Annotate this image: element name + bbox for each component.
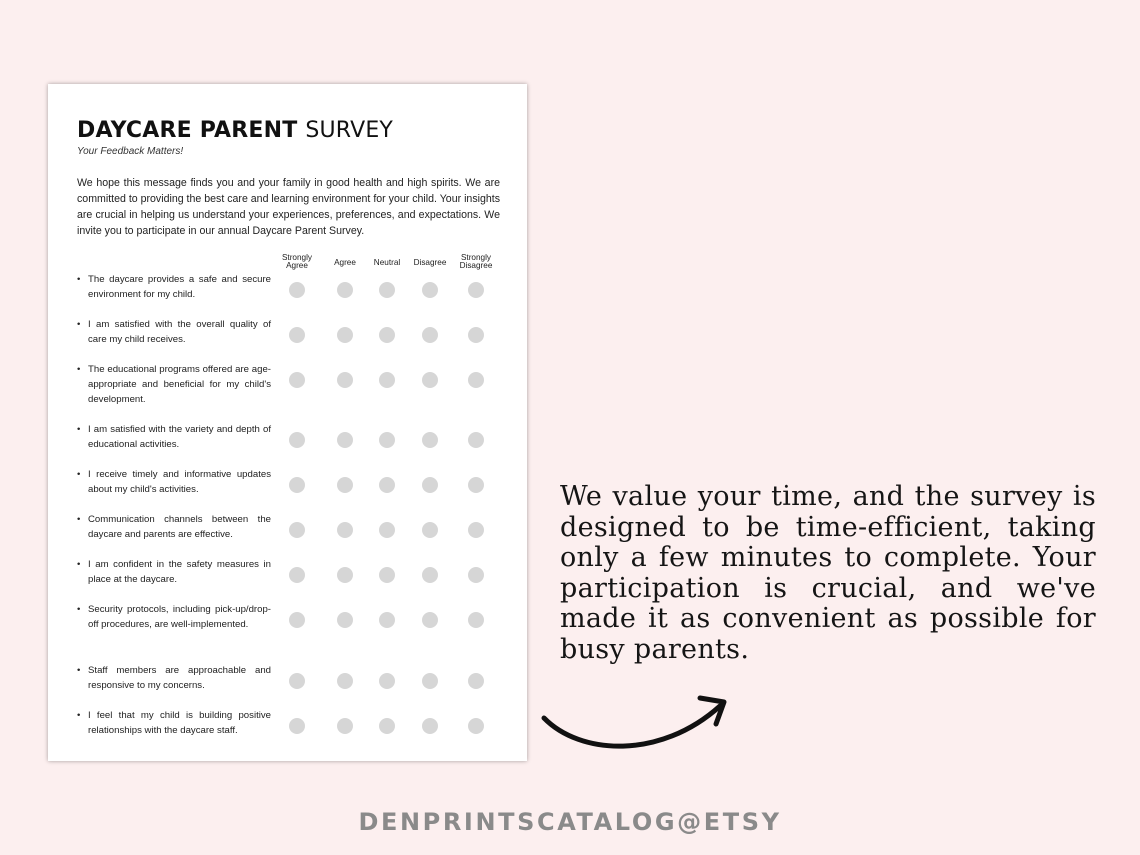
radio-option[interactable] (289, 673, 305, 689)
radio-option[interactable] (289, 522, 305, 538)
survey-sheet (48, 84, 527, 761)
question-item (77, 362, 271, 407)
radio-option[interactable] (289, 718, 305, 734)
question-text: Communication channels between the daycare and parents are effective. (88, 514, 271, 540)
question-text: I am satisfied with the variety and depth of educational activities. (88, 424, 271, 450)
radio-option[interactable] (422, 282, 438, 298)
question-item (77, 602, 271, 632)
question-text: I receive timely and informative updates about my child's activities. (88, 469, 271, 495)
radio-option[interactable] (337, 612, 353, 628)
column-header-line: Agree (286, 261, 308, 270)
column-header-line: Agree (334, 258, 356, 267)
curved-arrow-icon (540, 690, 740, 760)
column-header-strongly-disagree (446, 254, 506, 270)
radio-option[interactable] (422, 432, 438, 448)
question-item (77, 708, 271, 738)
question-text: Staff members are approachable and responsive to my concerns. (88, 665, 271, 691)
radio-option[interactable] (379, 477, 395, 493)
radio-option[interactable] (337, 718, 353, 734)
radio-option[interactable] (422, 612, 438, 628)
radio-option[interactable] (379, 673, 395, 689)
question-item (77, 663, 271, 693)
radio-option[interactable] (337, 522, 353, 538)
column-header-line: Strongly (460, 253, 492, 262)
bullet: • (77, 514, 81, 525)
column-header-line: Disagree (413, 258, 447, 267)
radio-option[interactable] (379, 327, 395, 343)
radio-option[interactable] (468, 612, 484, 628)
radio-option[interactable] (337, 567, 353, 583)
radio-option[interactable] (337, 673, 353, 689)
radio-option[interactable] (468, 522, 484, 538)
radio-option[interactable] (337, 372, 353, 388)
question-text: The daycare provides a safe and secure environment for my child. (88, 274, 271, 300)
question-text: Security protocols, including pick-up/drop-off procedures, are well-implemented. (88, 604, 271, 630)
survey-intro: We hope this message finds you and your family in good health and high spirits. We are committed to providing the best care and learning environment for your child. Your insights are crucial in helping us understand your experiences, preferences, and expectations. We invite you to participate in our annual Daycare Parent Survey. (77, 177, 500, 237)
survey-title-light: SURVEY (305, 118, 394, 143)
shop-handle: DENPRINTSCATALOG@ETSY (358, 808, 782, 836)
radio-option[interactable] (468, 477, 484, 493)
radio-option[interactable] (289, 432, 305, 448)
survey-subtitle: Your Feedback Matters! (77, 146, 184, 157)
question-item (77, 557, 271, 587)
radio-option[interactable] (422, 567, 438, 583)
question-text: I am confident in the safety measures in place at the daycare. (88, 559, 271, 585)
radio-option[interactable] (337, 327, 353, 343)
radio-option[interactable] (422, 477, 438, 493)
radio-option[interactable] (337, 282, 353, 298)
radio-option[interactable] (468, 432, 484, 448)
radio-option[interactable] (468, 282, 484, 298)
bullet: • (77, 319, 81, 330)
radio-option[interactable] (468, 372, 484, 388)
question-item (77, 512, 271, 542)
radio-option[interactable] (379, 718, 395, 734)
column-header-line: Disagree (459, 261, 493, 270)
radio-option[interactable] (468, 718, 484, 734)
question-text: I am satisfied with the overall quality of care my child receives. (88, 319, 271, 345)
radio-option[interactable] (468, 327, 484, 343)
bullet: • (77, 274, 81, 285)
bullet: • (77, 469, 81, 480)
radio-option[interactable] (289, 372, 305, 388)
radio-option[interactable] (422, 372, 438, 388)
radio-option[interactable] (337, 477, 353, 493)
radio-option[interactable] (379, 567, 395, 583)
column-header-line: Strongly (281, 253, 313, 262)
question-text: The educational programs offered are age-appropriate and beneficial for my child's development. (88, 364, 271, 405)
survey-title (77, 118, 393, 143)
bullet: • (77, 604, 81, 615)
bullet: • (77, 665, 81, 676)
column-header-line: Neutral (373, 258, 401, 267)
radio-option[interactable] (289, 612, 305, 628)
survey-title-bold: DAYCARE PARENT (77, 118, 298, 143)
question-item (77, 467, 271, 497)
radio-option[interactable] (422, 522, 438, 538)
radio-option[interactable] (422, 327, 438, 343)
tagline-text: We value your time, and the survey is designed to be time-efficient, taking only a few minutes to complete. Your participation is crucial, and we've made it as convenient as possible for busy parents. (560, 481, 1096, 665)
radio-option[interactable] (289, 327, 305, 343)
radio-option[interactable] (468, 673, 484, 689)
radio-option[interactable] (337, 432, 353, 448)
radio-option[interactable] (379, 522, 395, 538)
radio-option[interactable] (289, 567, 305, 583)
question-item (77, 422, 271, 452)
bullet: • (77, 559, 81, 570)
question-item (77, 317, 271, 347)
radio-option[interactable] (289, 282, 305, 298)
bullet: • (77, 424, 81, 435)
radio-option[interactable] (422, 718, 438, 734)
radio-option[interactable] (379, 372, 395, 388)
question-item (77, 272, 271, 302)
radio-option[interactable] (379, 432, 395, 448)
radio-option[interactable] (468, 567, 484, 583)
radio-option[interactable] (379, 282, 395, 298)
bullet: • (77, 710, 81, 721)
radio-option[interactable] (379, 612, 395, 628)
question-text: I feel that my child is building positive relationships with the daycare staff. (88, 710, 271, 736)
radio-option[interactable] (289, 477, 305, 493)
bullet: • (77, 364, 81, 375)
radio-option[interactable] (422, 673, 438, 689)
